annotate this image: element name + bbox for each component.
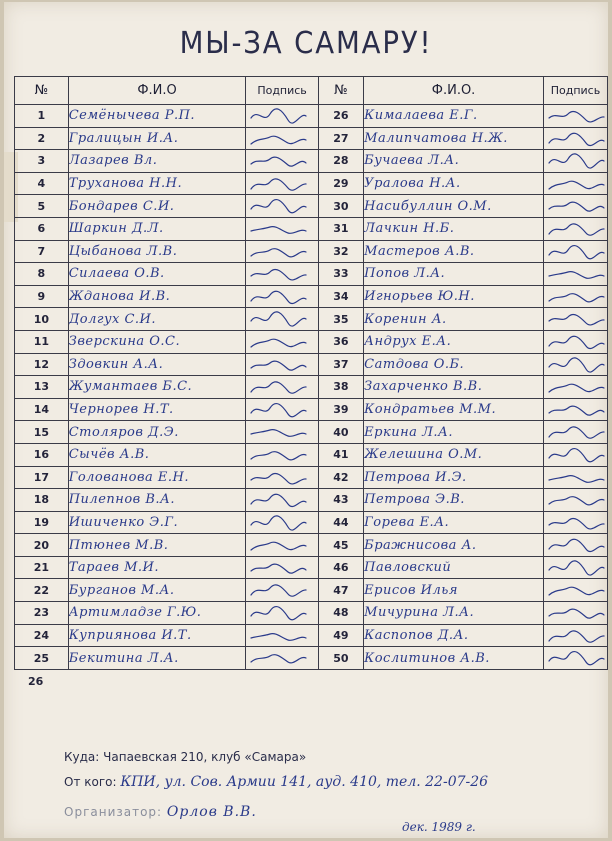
row-name: Столяров Д.Э. (68, 421, 246, 444)
header-signature-2: Подпись (543, 77, 607, 105)
row-name: Чернорев Н.Т. (68, 398, 246, 421)
handwritten-signature (546, 151, 608, 171)
row-name-2: Кондратьев М.М. (364, 398, 544, 421)
row-signature-2 (543, 217, 607, 240)
row-number-2: 36 (318, 330, 363, 353)
row-signature (246, 376, 318, 399)
row-name-2: Уралова Н.А. (364, 172, 544, 195)
handwritten-signature (546, 558, 608, 578)
handwritten-signature (248, 468, 310, 488)
row-number-2: 26 (318, 105, 363, 128)
row-number: 13 (15, 376, 69, 399)
table-row (15, 353, 608, 376)
row-name-2: Каспопов Д.А. (364, 624, 544, 647)
handwritten-signature (546, 648, 608, 668)
row-signature (246, 511, 318, 534)
handwritten-signature (248, 603, 310, 623)
row-signature-2 (543, 240, 607, 263)
row-signature-2 (543, 150, 607, 173)
row-number-2: 41 (318, 443, 363, 466)
row-signature (246, 443, 318, 466)
row-number: 21 (15, 556, 69, 579)
handwritten-signature (248, 264, 310, 284)
row-name-2: Мастеров А.В. (364, 240, 544, 263)
row-number: 24 (15, 624, 69, 647)
row-signature-2 (543, 556, 607, 579)
row-signature-2 (543, 466, 607, 489)
row-signature (246, 263, 318, 286)
row-number-2: 34 (318, 285, 363, 308)
footer-where (64, 750, 306, 764)
row-signature-2 (543, 579, 607, 602)
row-signature (246, 556, 318, 579)
row-signature-2 (543, 105, 607, 128)
signature-table (14, 76, 608, 670)
row-number-2: 28 (318, 150, 363, 173)
date-note: дек. 1989 г. (402, 820, 476, 834)
handwritten-signature (248, 309, 310, 329)
handwritten-signature (248, 174, 310, 194)
row-number: 3 (15, 150, 69, 173)
row-signature (246, 353, 318, 376)
row-signature-2 (543, 330, 607, 353)
row-number-2: 40 (318, 421, 363, 444)
row-signature-2 (543, 398, 607, 421)
row-name: Голованова Е.Н. (68, 466, 246, 489)
row-signature-2 (543, 511, 607, 534)
handwritten-signature (248, 129, 310, 149)
row-number-2: 38 (318, 376, 363, 399)
row-signature (246, 150, 318, 173)
row-number: 8 (15, 263, 69, 286)
row-name-2: Андрух Е.А. (364, 330, 544, 353)
where-label: Куда: (64, 750, 100, 764)
handwritten-signature (248, 558, 310, 578)
row-number-2: 47 (318, 579, 363, 602)
row-name: Жданова И.В. (68, 285, 246, 308)
row-number-2: 39 (318, 398, 363, 421)
row-number-2: 48 (318, 602, 363, 625)
row-name: Цыбанова Л.В. (68, 240, 246, 263)
handwritten-signature (248, 445, 310, 465)
row-signature (246, 105, 318, 128)
table-row (15, 624, 608, 647)
row-number: 6 (15, 217, 69, 240)
organizer-value: Орлов В.В. (166, 804, 257, 820)
handwritten-signature (546, 264, 608, 284)
row-number: 14 (15, 398, 69, 421)
row-name-2: Насибуллин О.М. (364, 195, 544, 218)
handwritten-signature (248, 535, 310, 555)
row-number-2: 44 (318, 511, 363, 534)
row-name-2: Бражнисова А. (364, 534, 544, 557)
handwritten-signature (248, 332, 310, 352)
row-signature-2 (543, 127, 607, 150)
row-number-2: 42 (318, 466, 363, 489)
from-value: КПИ, ул. Сов. Армии 141, ауд. 410, тел. 22-07-26 (120, 774, 489, 790)
table-row (15, 285, 608, 308)
row-name: Силаева О.В. (68, 263, 246, 286)
row-name-2: Кималаева Е.Г. (364, 105, 544, 128)
handwritten-signature (546, 174, 608, 194)
handwritten-signature (546, 196, 608, 216)
handwritten-signature (248, 422, 310, 442)
row-name: Долгух С.И. (68, 308, 246, 331)
table-row (15, 240, 608, 263)
row-name: Птюнев М.В. (68, 534, 246, 557)
footer-organizer (64, 804, 257, 820)
handwritten-signature (546, 535, 608, 555)
row-name: Здовкин А.А. (68, 353, 246, 376)
header-number: № (15, 77, 69, 105)
row-signature-2 (543, 308, 607, 331)
row-number-extra: 26 (28, 675, 44, 688)
header-signature: Подпись (246, 77, 318, 105)
handwritten-signature (248, 106, 310, 126)
handwritten-signature (248, 242, 310, 262)
handwritten-signature (248, 490, 310, 510)
table-row (15, 308, 608, 331)
handwritten-signature (248, 400, 310, 420)
row-signature (246, 398, 318, 421)
row-name-2: Горева Е.А. (364, 511, 544, 534)
row-number: 2 (15, 127, 69, 150)
handwritten-signature (546, 355, 608, 375)
row-signature (246, 579, 318, 602)
handwritten-signature (248, 377, 310, 397)
row-number: 15 (15, 421, 69, 444)
row-signature (246, 647, 318, 670)
row-signature (246, 534, 318, 557)
handwritten-signature (546, 603, 608, 623)
row-name-2: Мичурина Л.А. (364, 602, 544, 625)
table-row (15, 511, 608, 534)
row-number-2: 35 (318, 308, 363, 331)
handwritten-signature (546, 513, 608, 533)
row-name-2: Петрова И.Э. (364, 466, 544, 489)
row-name: Куприянова И.Т. (68, 624, 246, 647)
row-name-2: Кослитинов А.В. (364, 647, 544, 670)
table-row (15, 376, 608, 399)
table-row (15, 489, 608, 512)
row-number: 17 (15, 466, 69, 489)
table-row (15, 579, 608, 602)
handwritten-signature (546, 400, 608, 420)
row-signature (246, 240, 318, 263)
row-number-2: 37 (318, 353, 363, 376)
handwritten-signature (546, 626, 608, 646)
handwritten-signature (546, 242, 608, 262)
handwritten-signature (546, 580, 608, 600)
handwritten-signature (248, 355, 310, 375)
row-name-2: Бучаева Л.А. (364, 150, 544, 173)
handwritten-signature (546, 219, 608, 239)
header-fio: Ф.И.О (68, 77, 246, 105)
row-number: 1 (15, 105, 69, 128)
footer-from (64, 774, 488, 790)
table-row (15, 647, 608, 670)
header-number-2: № (318, 77, 363, 105)
row-name-2: Павловский (364, 556, 544, 579)
row-name: Артимладзе Г.Ю. (68, 602, 246, 625)
row-signature (246, 172, 318, 195)
row-name-2: Еркина Л.А. (364, 421, 544, 444)
row-number: 11 (15, 330, 69, 353)
handwritten-signature (546, 332, 608, 352)
handwritten-signature (546, 490, 608, 510)
row-signature (246, 127, 318, 150)
row-signature (246, 466, 318, 489)
row-name-2: Попов Л.А. (364, 263, 544, 286)
row-name: Жумантаев Б.С. (68, 376, 246, 399)
page-title: МЫ-ЗА САМАРУ! (179, 26, 433, 61)
row-signature-2 (543, 263, 607, 286)
row-signature (246, 489, 318, 512)
table-row (15, 150, 608, 173)
row-name: Сычёв А.В. (68, 443, 246, 466)
row-name-2: Захарченко В.В. (364, 376, 544, 399)
row-name: Зверскина О.С. (68, 330, 246, 353)
row-name: Семёнычева Р.П. (68, 105, 246, 128)
handwritten-signature (248, 196, 310, 216)
row-number: 23 (15, 602, 69, 625)
handwritten-signature (546, 129, 608, 149)
row-number: 5 (15, 195, 69, 218)
row-name: Труханова Н.Н. (68, 172, 246, 195)
handwritten-signature (248, 626, 310, 646)
row-number: 9 (15, 285, 69, 308)
row-signature-2 (543, 421, 607, 444)
row-name: Шаркин Д.Л. (68, 217, 246, 240)
row-name-2: Петрова Э.В. (364, 489, 544, 512)
row-number-2: 29 (318, 172, 363, 195)
row-signature (246, 624, 318, 647)
row-number-2: 31 (318, 217, 363, 240)
row-name-2: Желешина О.М. (364, 443, 544, 466)
row-name: Лазарев Вл. (68, 150, 246, 173)
row-name: Тараев М.И. (68, 556, 246, 579)
row-signature (246, 421, 318, 444)
handwritten-signature (248, 513, 310, 533)
row-number-2: 32 (318, 240, 363, 263)
table-row (15, 421, 608, 444)
row-signature (246, 217, 318, 240)
table-row (15, 443, 608, 466)
row-signature (246, 602, 318, 625)
table-row (15, 105, 608, 128)
row-name: Гралицын И.А. (68, 127, 246, 150)
row-name-2: Коренин А. (364, 308, 544, 331)
table-row (15, 195, 608, 218)
row-number: 22 (15, 579, 69, 602)
row-signature-2 (543, 376, 607, 399)
handwritten-signature (546, 377, 608, 397)
row-signature (246, 195, 318, 218)
row-name-2: Ерисов Илья (364, 579, 544, 602)
row-signature (246, 285, 318, 308)
row-name: Бондарев С.И. (68, 195, 246, 218)
row-number: 25 (15, 647, 69, 670)
row-number: 12 (15, 353, 69, 376)
row-number: 18 (15, 489, 69, 512)
row-name: Бекитина Л.А. (68, 647, 246, 670)
row-name-2: Лачкин Н.Б. (364, 217, 544, 240)
row-number-2: 43 (318, 489, 363, 512)
row-number-2: 27 (318, 127, 363, 150)
where-value: Чапаевская 210, клуб «Самара» (103, 750, 307, 764)
handwritten-signature (248, 151, 310, 171)
table-row (15, 534, 608, 557)
row-signature-2 (543, 285, 607, 308)
row-signature (246, 308, 318, 331)
row-signature-2 (543, 489, 607, 512)
row-number: 10 (15, 308, 69, 331)
handwritten-signature (546, 309, 608, 329)
row-number: 4 (15, 172, 69, 195)
handwritten-signature (248, 580, 310, 600)
handwritten-signature (546, 445, 608, 465)
handwritten-signature (546, 468, 608, 488)
table-row (15, 263, 608, 286)
header-fio-2: Ф.И.О. (364, 77, 544, 105)
table-row (15, 172, 608, 195)
row-number: 7 (15, 240, 69, 263)
row-signature-2 (543, 195, 607, 218)
table-row (15, 330, 608, 353)
table-row (15, 466, 608, 489)
row-name-2: Малипчатова Н.Ж. (364, 127, 544, 150)
petition-sheet (4, 2, 608, 838)
row-signature-2 (543, 172, 607, 195)
handwritten-signature (546, 422, 608, 442)
row-signature-2 (543, 647, 607, 670)
row-signature-2 (543, 624, 607, 647)
row-number-2: 33 (318, 263, 363, 286)
organizer-label: Организатор: (64, 805, 163, 819)
row-signature-2 (543, 534, 607, 557)
row-name: Ишиченко Э.Г. (68, 511, 246, 534)
handwritten-signature (546, 106, 608, 126)
table-row (15, 217, 608, 240)
handwritten-signature (248, 648, 310, 668)
row-number-2: 49 (318, 624, 363, 647)
handwritten-signature (546, 287, 608, 307)
row-number-2: 30 (318, 195, 363, 218)
row-name-2: Сатдова О.Б. (364, 353, 544, 376)
row-signature (246, 330, 318, 353)
row-signature-2 (543, 602, 607, 625)
row-signature-2 (543, 353, 607, 376)
row-number: 16 (15, 443, 69, 466)
from-label: От кого: (64, 775, 117, 789)
table-row (15, 556, 608, 579)
row-name: Бурганов М.А. (68, 579, 246, 602)
row-number-2: 45 (318, 534, 363, 557)
row-signature-2 (543, 443, 607, 466)
row-name: Пилепнов В.А. (68, 489, 246, 512)
row-number-2: 46 (318, 556, 363, 579)
row-number: 20 (15, 534, 69, 557)
row-name-2: Игнорьев Ю.Н. (364, 285, 544, 308)
table-row (15, 398, 608, 421)
table-row (15, 127, 608, 150)
row-number: 19 (15, 511, 69, 534)
table-row (15, 602, 608, 625)
handwritten-signature (248, 287, 310, 307)
handwritten-signature (248, 219, 310, 239)
row-number-2: 50 (318, 647, 363, 670)
table-header-row (15, 77, 608, 105)
